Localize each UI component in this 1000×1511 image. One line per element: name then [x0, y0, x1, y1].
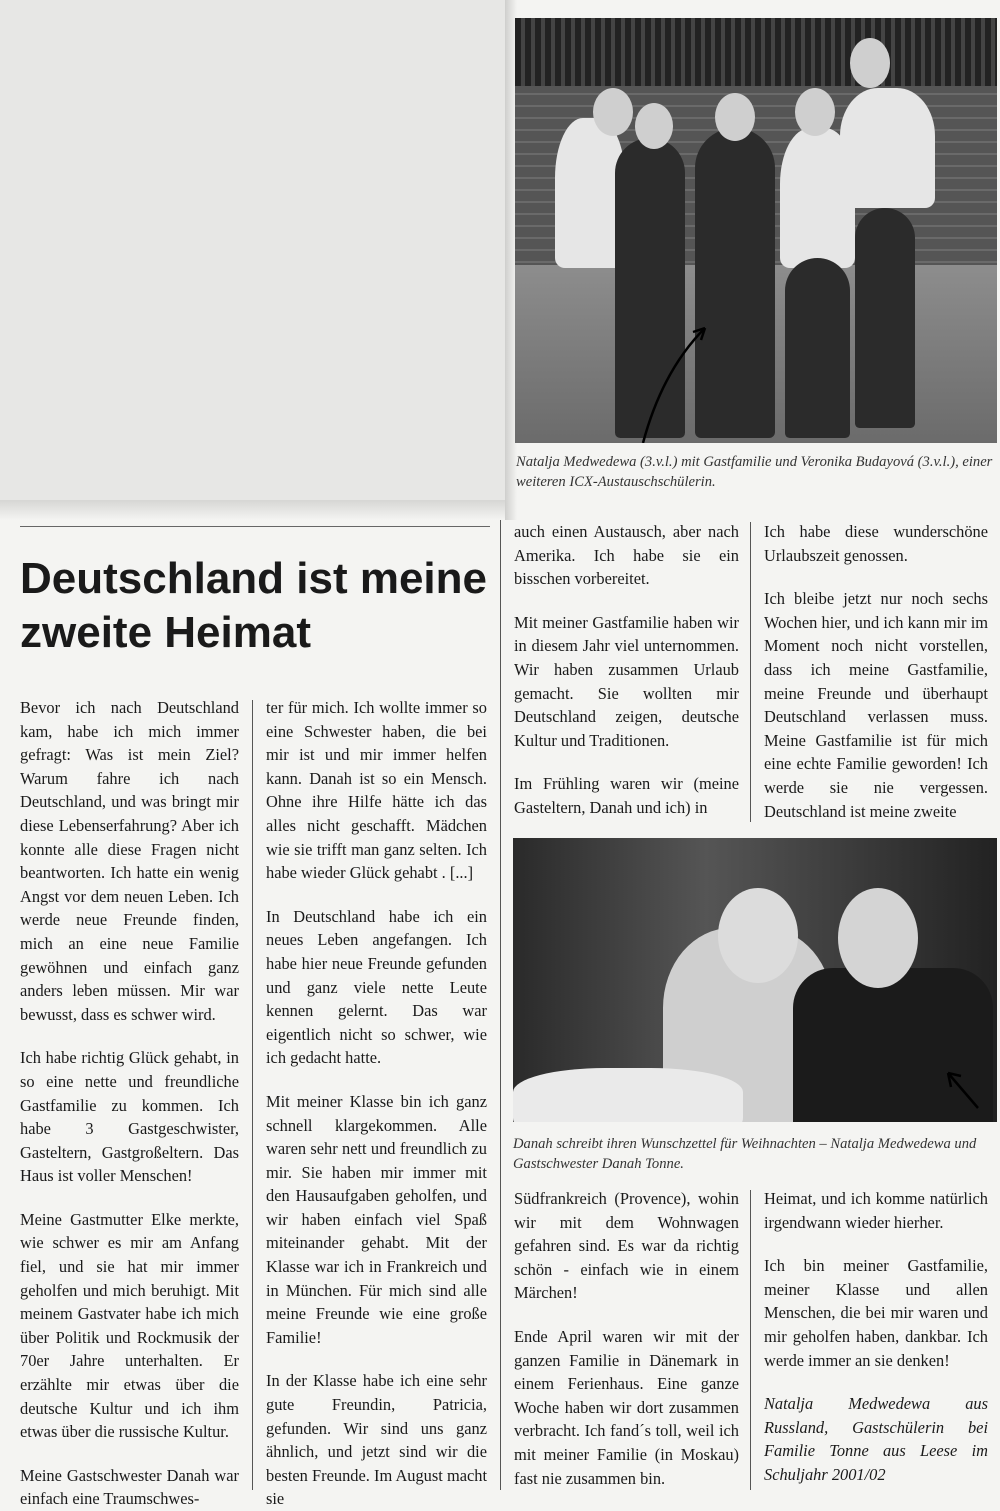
paragraph: Bevor ich nach Deutschland kam, habe ich mich immer gefragt: Was ist mein Ziel? Warum fahre ich nach Deutschland, und was bringt mir diese Lebenserfahrung? Aber ich konnte alle diese Fragen nicht beantworten. Ich hatte ein wenig Angst vor dem neuen Leben. Ich werde neue Freunde finden, mich an eine neue Familie gewöhnen und einfach ganz anders leben müssen. Mir war bewusst, dass es schwer wird. — [20, 698, 239, 1024]
face-1 — [593, 88, 633, 136]
column-divider — [500, 520, 501, 1490]
paper-on-table — [513, 1068, 743, 1122]
column-divider — [750, 1190, 751, 1490]
person-4-legs — [785, 258, 850, 438]
photo2-caption: Danah schreibt ihren Wunschzettel für Weihnachten – Natalja Medwedewa und Gastschwester Danah Tonne. — [513, 1136, 977, 1172]
paragraph: Meine Gastschwester Danah war einfach eine Traumschwes- — [20, 1465, 239, 1509]
paragraph: Mit meiner Klasse bin ich ganz schnell klargekommen. Alle waren sehr nett und freundlich zu mir. Sie haben mir immer mit den Hausaufgaben geholfen, und wir haben einfach viel Spaß miteinander gehabt. Mit der Klasse war ich in Frankreich und in München. Für mich sind alle meine Freunde wie eine große Familie! — [266, 1091, 487, 1347]
paragraph: Ende April waren wir mit der ganzen Familie in Dänemark in einem Ferienhaus. Eine ganze Woche haben wir dort zusammen verbracht. Ich fand´s toll, weil ich mit meiner Familie (in Moskau) fast nie zusammen bin. — [514, 1326, 739, 1488]
arrow-marker — [923, 1063, 983, 1113]
paragraph: Ich bin meiner Gastfamilie, meiner Klasse und allen Menschen, die bei mir waren und mir geholfen haben, dankbar. Ich werde immer an sie denken! — [764, 1256, 988, 1370]
column-1 — [20, 696, 239, 1511]
paragraph: Ich bleibe jetzt nur noch sechs Wochen hier, und ich kann mir im Moment noch nicht vorstellen, dass ich meine Gastfamilie, meine Freunde und überhaupt Deutschland verlassen muss. Meine Gastfamilie ist für mich eine echte Familie geworden! Ich werde sie nie vergessen. Deutschland ist meine zweite — [764, 589, 988, 821]
column-divider — [252, 700, 253, 1490]
column-divider — [750, 522, 751, 822]
face-4 — [795, 88, 835, 136]
photo-wishlist — [513, 838, 997, 1122]
photo1-caption: Natalja Medwedewa (3.v.l.) mit Gastfamilie und Veronika Budayová (3.v.l.), einer weiteren ICX-Austauschschülerin. — [516, 454, 993, 490]
arrow-marker — [635, 318, 715, 443]
column-4-top — [764, 520, 988, 823]
headline-rule — [20, 526, 490, 527]
roof — [515, 18, 997, 86]
paragraph: auch einen Austausch, aber nach Amerika. Ich habe sie ein bisschen vorbereitet. — [514, 522, 739, 589]
photo-host-family — [515, 18, 997, 443]
paragraph: Ich habe richtig Glück gehabt, in so eine nette und freundliche Gastfamilie zu kommen. Ich habe 3 Gastgeschwister, Gasteltern, Gastgroßeltern. Das Haus ist voller Menschen! — [20, 1048, 239, 1186]
paragraph: Heimat, und ich komme natürlich irgendwann wieder hierher. — [764, 1189, 988, 1232]
person-5 — [840, 88, 935, 208]
scanned-background — [0, 0, 505, 500]
face-2 — [635, 103, 673, 149]
paragraph: In der Klasse habe ich eine sehr gute Freundin, Patricia, gefunden. Wir sind uns ganz ähnlich, und jetzt sind wir die besten Freunde. Im August macht sie — [266, 1371, 487, 1509]
face-5 — [850, 38, 890, 88]
paragraph: Im Frühling waren wir (meine Gasteltern, Danah und ich) in — [514, 774, 739, 817]
column-2 — [266, 696, 487, 1511]
column-3-bottom — [514, 1187, 739, 1490]
paragraph: ter für mich. Ich wollte immer so eine Schwester haben, die bei mir ist und mir immer helfen kann. Danah ist so ein Mensch. Ohne ihre Hilfe hätte ich das alles nicht geschafft. Mädchen wie sie trifft man ganz selten. Ich habe wieder Glück gehabt . [...] — [266, 698, 487, 883]
face-3 — [715, 93, 755, 141]
paragraph: Mit meiner Gastfamilie haben wir in diesem Jahr viel unternommen. Wir haben zusammen Urlaub gemacht. Sie wollten mir Deutschland zeigen, deutsche Kultur und Traditionen. — [514, 612, 739, 750]
paragraph: Ich habe diese wunderschöne Urlaubszeit genossen. — [764, 522, 988, 565]
author-signature: Natalja Medwedewa aus Russland, Gastschülerin bei Familie Tonne aus Leese im Schuljahr 2001/02 — [764, 1394, 988, 1484]
page-title: Deutschland ist meine zweite Heimat — [20, 554, 488, 657]
girl-right-face — [838, 888, 918, 988]
paragraph: Südfrankreich (Provence), wohin wir mit dem Wohnwagen gefahren sind. Es war da richtig schön - einfach wie in einem Märchen! — [514, 1189, 739, 1303]
girl-left-face — [718, 888, 798, 983]
column-3-top — [514, 520, 739, 820]
paragraph: Meine Gastmutter Elke merkte, wie schwer es mir am Anfang fiel, und sie hat mir immer geholfen und mich beruhigt. Mit meinem Gastvater habe ich mich über Politik und Rockmusik der 70er Jahre unterhalten. Er erzählte mir etwas über die deutsche Kultur und ich ihm etwas über die russische Kultur. — [20, 1209, 239, 1442]
paragraph: In Deutschland habe ich ein neues Leben angefangen. Ich habe hier neue Freunde gefunden und ganz viele nette Leute kennen gelernt. Das war eigentlich nicht so schwer, wie ich gedacht hatte. — [266, 906, 487, 1068]
paper-shadow — [0, 500, 515, 520]
column-4-bottom — [764, 1187, 988, 1487]
person-5-legs — [855, 208, 915, 428]
